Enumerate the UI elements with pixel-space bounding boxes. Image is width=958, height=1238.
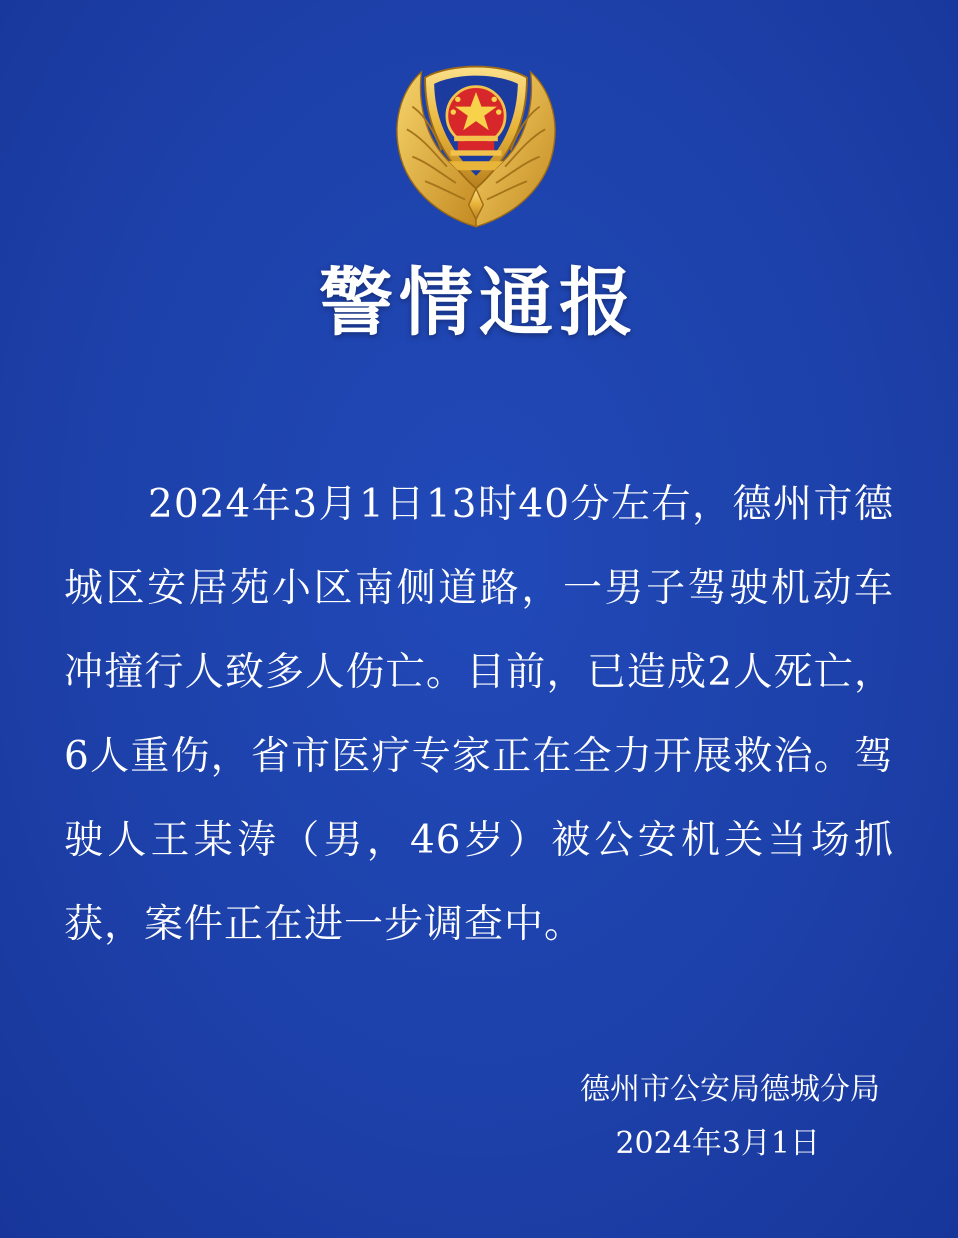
signature-block: [580, 1063, 880, 1171]
notice-body: 2024年3月1日13时40分左右，德州市德城区安居苑小区南侧道路，一男子驾驶机动车冲撞行人致多人伤亡。目前，已造成2人死亡，6人重伤，省市医疗专家正在全力开展救治。驾驶人王某涛（男，46岁）被公安机关当场抓获，案件正在进一步调查中。: [64, 482, 894, 947]
notice-title: 警情通报: [319, 260, 639, 346]
issue-date: 2024年3月1日: [615, 1126, 820, 1161]
issuer-name: 德州市公安局德城分局: [580, 1072, 880, 1107]
police-badge-icon: [385, 52, 567, 234]
